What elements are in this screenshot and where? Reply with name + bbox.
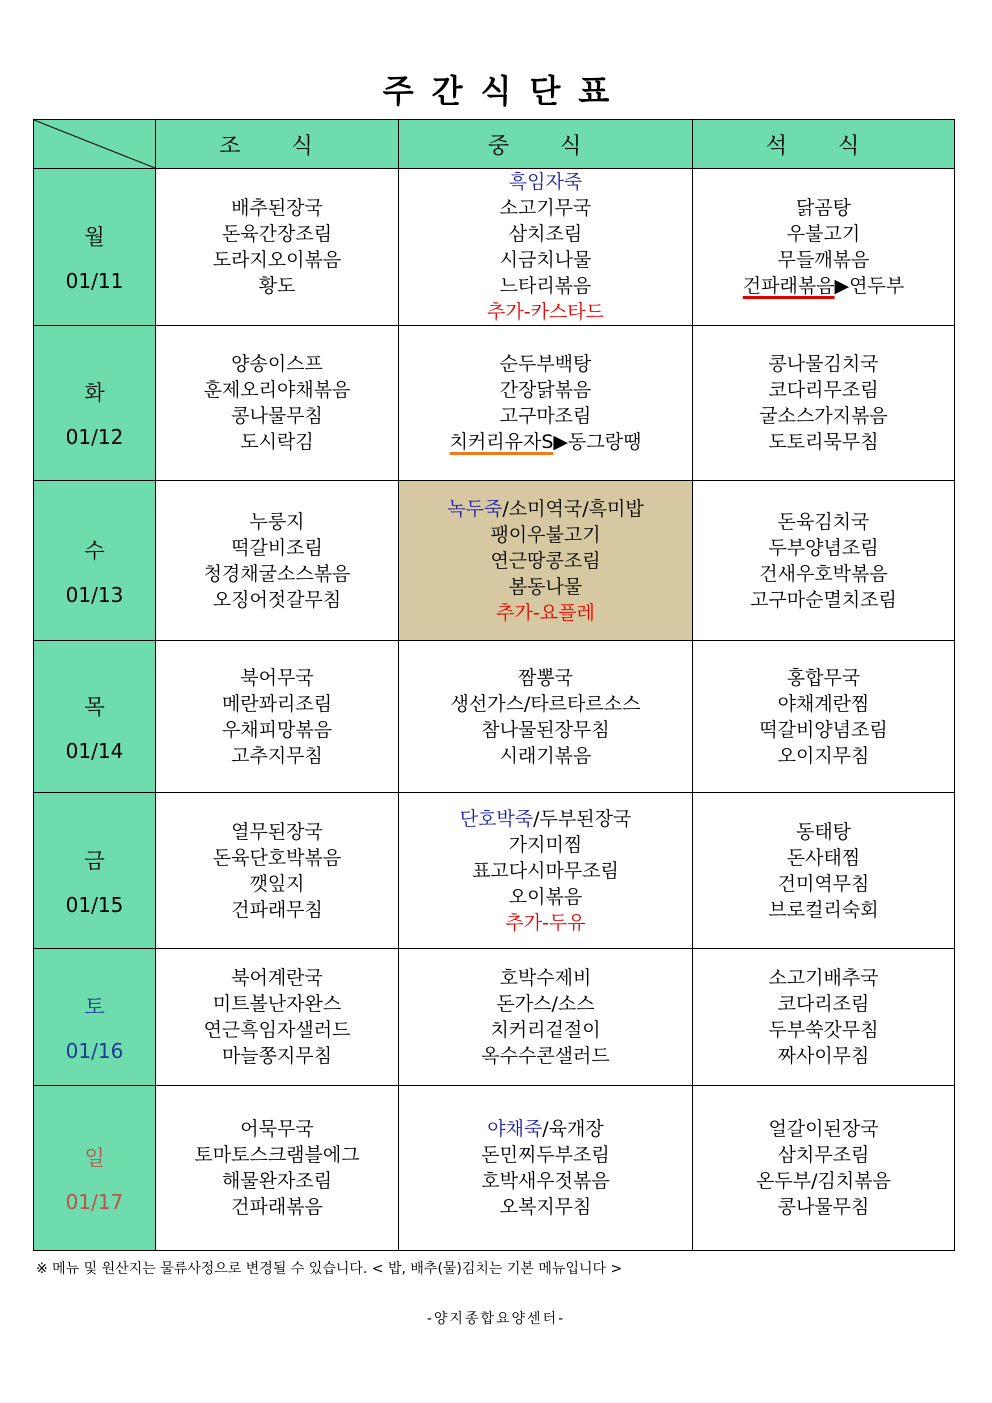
menu-item: 브로컬리숙회 [768,898,879,921]
menu-item: 코다리조림 [777,993,870,1015]
porridge-item: 단호박죽 [459,807,534,830]
day-cell [34,481,156,641]
menu-item-rest: /육개장 [542,1118,604,1140]
menu-item: 팽이우불고기 [490,523,601,546]
menu-item: 우불고기 [786,223,861,245]
menu-item: 고구마조림 [499,405,592,427]
dinner-cell [693,949,955,1086]
breakfast-cell [156,1086,399,1251]
table-row [34,1086,955,1251]
alt-item: ▶동그랑땡 [553,431,642,453]
day-name: 화 [84,381,105,405]
menu-item: 콩나물무침 [231,405,323,427]
menu-item: 고구마순멸치조림 [750,588,897,611]
menu-item: 건새우호박볶음 [759,562,888,585]
menu-item: 도토리묵무침 [768,431,879,453]
day-date: 01/15 [65,892,124,917]
menu-item: 마늘쫑지무침 [221,1045,333,1067]
menu-item: 연근흑임자샐러드 [203,1019,351,1041]
menu-item: 닭곰탕 [795,197,852,219]
day-name: 금 [84,848,105,873]
header-row [34,120,955,169]
column-header-breakfast: 조 식 [156,120,399,169]
menu-item-with-alt [693,273,954,299]
menu-item: 메란꽈리조림 [221,692,333,715]
menu-item: 건파래볶음 [231,1196,323,1218]
breakfast-cell [156,641,399,793]
column-header-lunch: 중 식 [399,120,693,169]
day-cell [34,169,156,326]
menu-item: 떡갈비조림 [231,536,323,559]
menu-item: 미트볼난자완스 [212,993,342,1015]
menu-item: 생선가스/타르타르소스 [450,692,641,715]
day-date: 01/12 [65,425,124,449]
menu-item: 누룽지 [249,510,305,533]
weekly-menu-table [33,119,955,1251]
menu-item-first [399,806,692,832]
menu-item: 돈민찌두부조림 [481,1144,610,1166]
dinner-cell [693,641,955,793]
menu-item: 북어무국 [240,666,314,689]
lunch-cell-highlighted [399,481,693,641]
menu-item: 봄동나물 [508,575,583,598]
lunch-cell [399,641,693,793]
menu-item: 치커리겉절이 [490,1019,601,1041]
breakfast-cell [156,949,399,1086]
menu-item: 양송이스프 [231,353,323,375]
dinner-cell [693,481,955,641]
menu-item: 동태탕 [795,820,852,843]
extra-item: 추가-요플레 [496,601,595,624]
menu-item: 도라지오이볶음 [212,249,342,271]
table-row [34,326,955,481]
menu-item: 건파래무침 [231,898,323,921]
menu-item: 삼치조림 [508,223,583,245]
menu-item: 소고기무국 [499,197,592,219]
menu-item: 두부양념조림 [768,536,879,559]
diagonal-line [34,120,155,168]
footer-note: ※ 메뉴 및 원산지는 물류사정으로 변경될 수 있습니다. < 밥, 배추(물)김치는 기본 메뉴입니다 > [36,1261,623,1277]
menu-item: 소고기배추국 [768,967,879,989]
menu-item: 고추지무침 [231,744,323,767]
column-header-dinner: 석 식 [693,120,955,169]
menu-item: 돈가스/소스 [496,993,595,1015]
table-row [34,169,955,326]
table-row [34,481,955,641]
menu-item-with-alt [399,429,692,455]
menu-item: 도시락김 [240,431,314,453]
menu-item: 건미역무침 [777,872,870,895]
menu-item: 돈사태찜 [786,846,861,869]
lunch-cell [399,949,693,1086]
menu-item: 무들깨볶음 [777,249,870,271]
menu-item: 느타리볶음 [499,275,592,297]
dinner-cell [693,326,955,481]
menu-item-first [399,496,692,522]
menu-item: 토마토스크램블에그 [194,1144,360,1166]
menu-item: 오징어젓갈무침 [212,588,342,611]
day-date: 01/13 [65,582,124,607]
menu-item: 표고다시마무조림 [472,859,619,882]
menu-item: 시래기볶음 [499,744,592,767]
extra-item: 추가-카스타드 [487,301,604,323]
breakfast-cell [156,793,399,949]
dinner-cell [693,169,955,326]
menu-item: 우채피망볶음 [221,718,333,741]
menu-item: 돈육김치국 [777,510,870,533]
table-row [34,949,955,1086]
menu-item: 호박수제비 [499,967,592,989]
menu-item: 오이볶음 [508,885,583,908]
menu-item: 북어계란국 [231,967,323,989]
table-row [34,793,955,949]
organization-name: -양지종합요양센터- [426,1311,566,1327]
menu-item: 오이지무침 [777,744,870,767]
menu-item: 콩나물무침 [777,1196,870,1218]
menu-item: 호박새우젓볶음 [481,1170,610,1192]
menu-item: 코다리무조림 [768,379,879,401]
menu-item-rest: /두부된장국 [533,807,632,830]
menu-item: 순두부백탕 [499,353,592,375]
menu-item: 참나물된장무침 [481,718,610,741]
menu-item: 훈제오리야채볶음 [203,379,351,401]
menu-item: 어묵무국 [240,1118,314,1140]
menu-item: 옥수수콘샐러드 [481,1045,610,1067]
menu-item: 돈육단호박볶음 [212,846,342,869]
menu-item: 오복지무침 [499,1196,592,1218]
menu-item: 짬뽕국 [517,666,574,689]
dinner-cell [693,793,955,949]
breakfast-cell [156,326,399,481]
day-date: 01/11 [65,269,124,293]
menu-item: 황도 [258,275,296,297]
menu-item-first [399,1116,692,1142]
table-row [34,641,955,793]
menu-item: 시금치나물 [499,249,592,271]
menu-item: 홍합무국 [786,666,861,689]
menu-item: 돈육간장조림 [221,223,333,245]
breakfast-cell [156,481,399,641]
day-name: 월 [84,225,105,249]
day-name: 토 [84,995,105,1019]
day-cell [34,793,156,949]
menu-item: 깻잎지 [249,872,305,895]
menu-item: 얼갈이된장국 [768,1118,879,1140]
porridge-item: 흑임자죽 [508,171,583,193]
breakfast-cell [156,169,399,326]
day-cell [34,949,156,1086]
day-date: 01/14 [65,738,124,763]
day-name: 수 [84,538,105,563]
menu-item: 굴소스가지볶음 [759,405,888,427]
dinner-cell [693,1086,955,1251]
lunch-cell [399,793,693,949]
menu-item: 짜사이무침 [777,1045,870,1067]
alt-item: ▶연두부 [834,275,905,297]
lunch-cell [399,1086,693,1251]
menu-item: 야채계란찜 [777,692,870,715]
day-name: 목 [84,694,105,719]
menu-item: 배추된장국 [231,197,323,219]
day-date: 01/16 [65,1039,124,1063]
day-date: 01/17 [65,1190,124,1214]
lunch-cell [399,169,693,326]
menu-item: 떡갈비양념조림 [759,718,888,741]
lunch-cell [399,326,693,481]
underlined-item: 건파래볶음 [742,275,835,297]
day-name: 일 [84,1146,105,1170]
corner-cell [34,120,156,169]
porridge-item: 야채죽 [487,1118,543,1140]
menu-item: 온두부/김치볶음 [756,1170,891,1192]
menu-item: 해물완자조림 [221,1170,333,1192]
porridge-item: 녹두죽 [447,497,503,520]
menu-item: 열무된장국 [231,820,323,843]
menu-item: 삼치무조림 [777,1144,870,1166]
day-cell [34,1086,156,1251]
extra-item: 추가-두유 [505,911,586,934]
menu-item-rest: /소미역국/흑미밥 [502,497,644,520]
underlined-item: 치커리유자S [449,431,554,453]
menu-item: 간장닭볶음 [499,379,592,401]
menu-item: 청경채굴소스볶음 [203,562,351,585]
day-cell [34,326,156,481]
page-title: 주간식단표 [382,72,628,110]
day-cell [34,641,156,793]
menu-item: 연근땅콩조림 [490,549,601,572]
menu-item: 가지미찜 [508,833,583,856]
menu-item: 콩나물김치국 [768,353,879,375]
menu-item: 두부쑥갓무침 [768,1019,879,1041]
